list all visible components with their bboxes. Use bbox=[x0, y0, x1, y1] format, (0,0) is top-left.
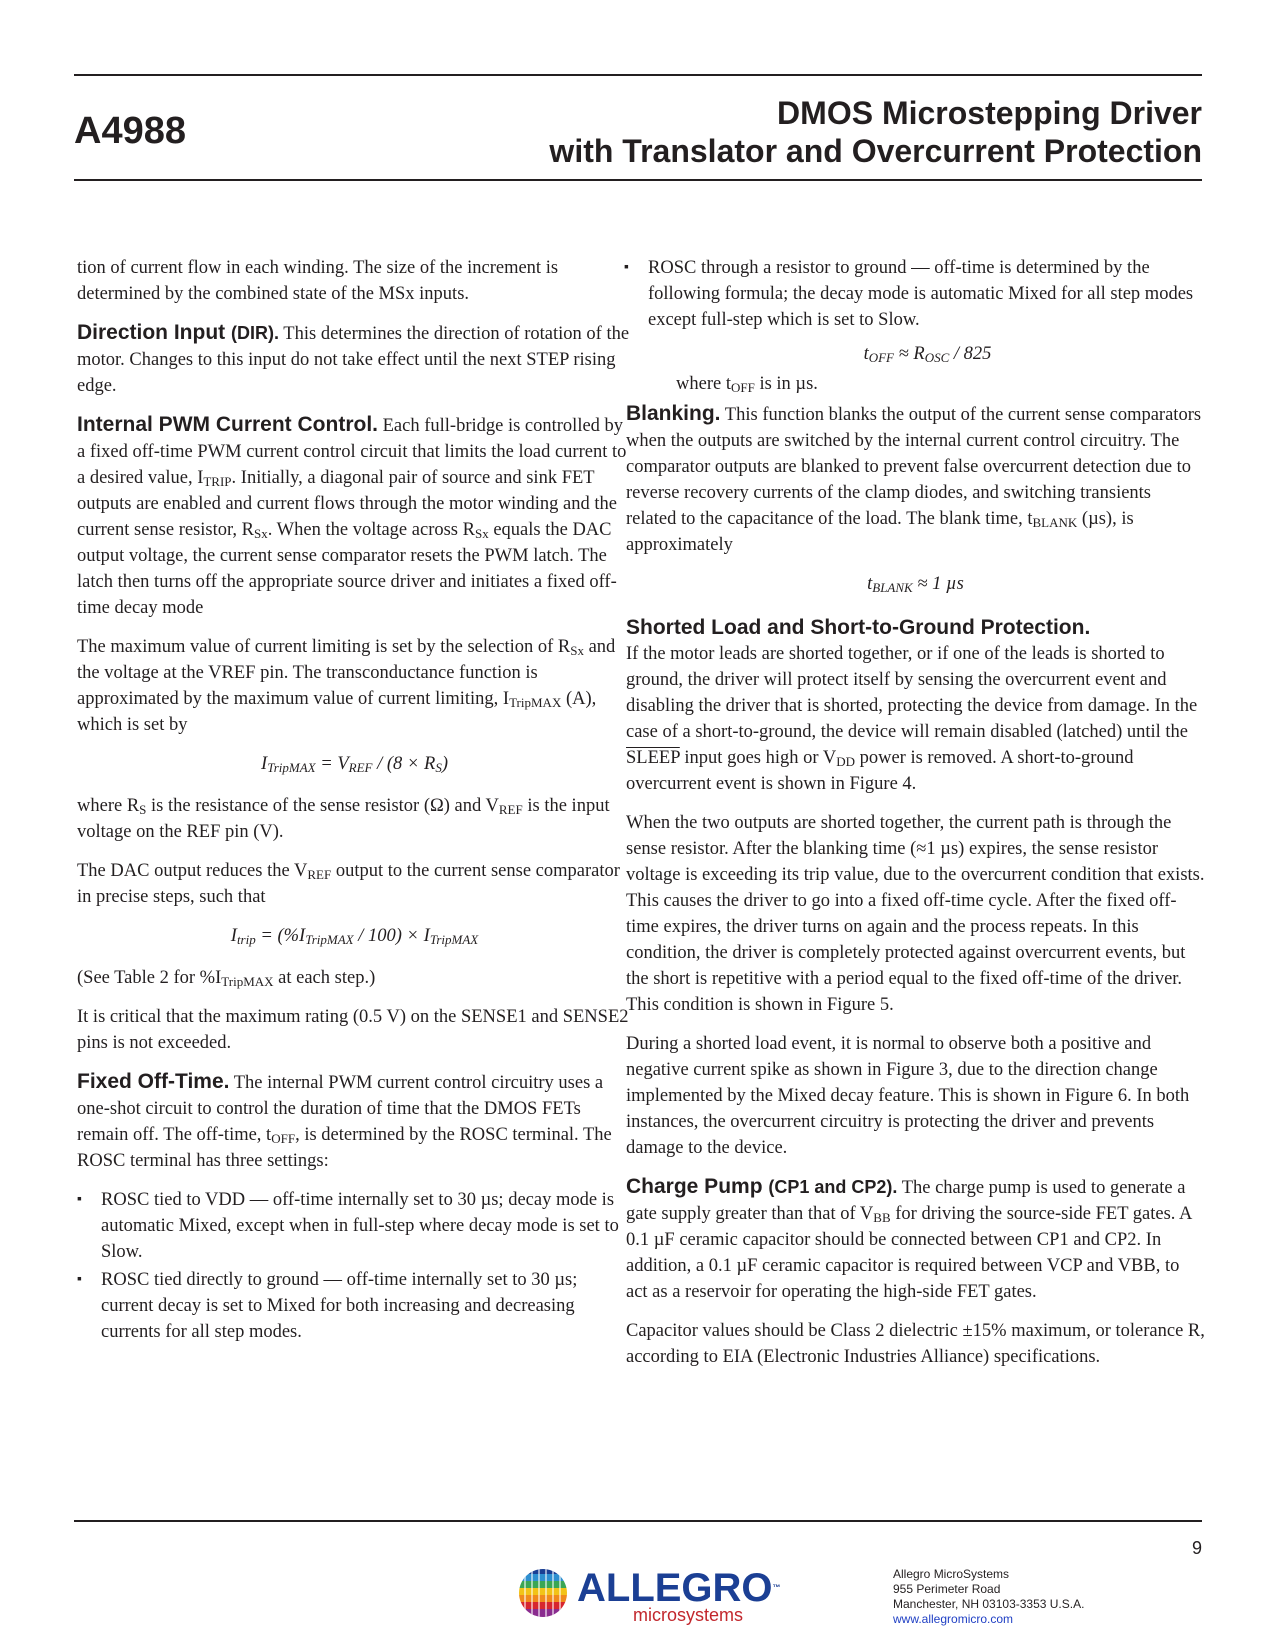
paragraph: The DAC output reduces the $V_{REF}$ output to the current sense comparator in precise steps, such that bbox=[77, 861, 620, 907]
paragraph: where $t_{OFF}$ is in µs. bbox=[676, 374, 818, 395]
rosc-settings-list bbox=[77, 1187, 632, 1345]
website-link[interactable]: www.allegromicro.com bbox=[893, 1612, 1014, 1626]
logo-subtitle: microsystems bbox=[633, 1605, 744, 1625]
title-line-1: DMOS Microstepping Driver bbox=[777, 95, 1202, 131]
header-top-rule bbox=[74, 74, 1202, 76]
left-column bbox=[77, 255, 632, 1353]
allegro-globe-icon bbox=[515, 1565, 571, 1621]
allegro-logo bbox=[515, 1565, 781, 1625]
address-line: 955 Perimeter Road bbox=[893, 1582, 1001, 1596]
section-heading: Direction Input (DIR). bbox=[77, 321, 280, 344]
section-heading: Blanking. bbox=[626, 402, 721, 425]
equation-tblank: $t_{BLANK} \approx 1$ µs bbox=[867, 574, 964, 595]
rosc-settings-list-cont bbox=[624, 255, 1205, 333]
footer-rule bbox=[74, 1520, 1202, 1522]
paragraph: (See Table 2 for $\%I_{TripMAX}$ at each step.) bbox=[77, 968, 376, 989]
list-item: ▪ ROSC tied directly to ground — off-time internally set to 30 µs; current decay is set to Mixed for both increasing and decreasing currents for all step modes. bbox=[77, 1267, 632, 1345]
blanking-section: Blanking. This function blanks the output of the current sense comparators when the outputs are switched by the internal current control circuitry. The comparator outputs are blanked to prevent false overcurrent detection due to reverse recovery currents of the clamp diodes, and switching transients related to the capacitance of the load. The blank time, $t_{BLANK}$ (µs), is approximately bbox=[626, 402, 1202, 555]
logo-wordmark: ALLEGRO™ bbox=[577, 1566, 781, 1610]
paragraph: where $R_S$ is the resistance of the sense resistor (Ω) and $V_{REF}$ is the input voltage on the REF pin (V). bbox=[77, 796, 610, 842]
section-heading: Charge Pump (CP1 and CP2). bbox=[626, 1175, 898, 1198]
part-number: A4988 bbox=[74, 110, 186, 152]
list-item: ▪ ROSC through a resistor to ground — off-time is determined by the following formula; the decay mode is automatic Mixed for all step modes except full-step which is set to Slow. bbox=[624, 255, 1205, 333]
equation-toff: $t_{OFF} \approx R_{OSC} / 825$ bbox=[863, 344, 992, 365]
title-line-2: with Translator and Overcurrent Protection bbox=[549, 133, 1202, 169]
address-line: Manchester, NH 03103-3353 U.S.A. bbox=[893, 1597, 1085, 1611]
equation-itripmax: $I_{TripMAX} = V_{REF} / (8 \times R_S)$ bbox=[261, 754, 448, 775]
company-address bbox=[893, 1567, 1084, 1627]
right-column bbox=[626, 255, 1205, 1383]
section-heading: Internal PWM Current Control. bbox=[77, 413, 378, 436]
fixed-off-time-section: Fixed Off-Time. The internal PWM current control circuitry uses a one-shot circuit to control the duration of time that the DMOS FETs remain off. The off-time, $t_{OFF}$, is determined by the ROSC terminal. The ROSC terminal has three settings: bbox=[77, 1070, 612, 1171]
pwm-control-section: Internal PWM Current Control. Each full-bridge is controlled by a fixed off-time PWM current control circuit that limits the load current to a desired value, $I_{TRIP}$. Initially, a diagonal pair of source and sink FET outputs are enabled and current flows through the motor winding and the current sense resistor, $R_{Sx}$. When the voltage across $R_{Sx}$ equals the DAC output voltage, the current sense comparator resets the PWM latch. The latch then turns off the appropriate source driver and initiates a fixed off-time decay mode bbox=[77, 413, 627, 618]
page-number: 9 bbox=[1191, 1538, 1202, 1558]
sleep-signal: SLEEP bbox=[626, 748, 680, 768]
paragraph: During a shorted load event, it is normal to observe both a positive and negative current spike as shown in Figure 3, due to the direction change implemented by the Mixed decay feature. This is shown in Figure 6. In both instances, the overcurrent circuitry is protecting the driver and prevents damage to the device. bbox=[626, 1034, 1190, 1158]
paragraph: tion of current flow in each winding. The size of the increment is determined by the combined state of the MSx inputs. bbox=[77, 258, 559, 304]
address-line: Allegro MicroSystems bbox=[893, 1567, 1010, 1581]
paragraph: It is critical that the maximum rating (0.5 V) on the SENSE1 and SENSE2 pins is not exceeded. bbox=[77, 1007, 629, 1053]
header-bottom-rule bbox=[74, 179, 1202, 181]
document-title bbox=[549, 94, 1202, 170]
section-heading: Fixed Off-Time. bbox=[77, 1070, 230, 1093]
section-heading-shorted-load: Shorted Load and Short-to-Ground Protection. bbox=[626, 616, 1091, 639]
paragraph: Capacitor values should be Class 2 dielectric ±15% maximum, or tolerance R, according to EIA (Electronic Industries Alliance) specifications. bbox=[626, 1321, 1205, 1367]
direction-input-section: Direction Input (DIR). This determines the direction of rotation of the motor. Changes to this input do not take effect until the next STEP rising edge. bbox=[77, 321, 630, 396]
paragraph: The maximum value of current limiting is set by the selection of $R_{Sx}$ and the voltage at the VREF pin. The transconductance function is approximated by the maximum value of current limiting, $I_{TripMAX}$ (A), which is set by bbox=[77, 637, 616, 735]
equation-itrip: $I_{trip} = (\%I_{TripMAX} / 100) \times I_{TripMAX}$ bbox=[230, 926, 479, 947]
paragraph: When the two outputs are shorted together, the current path is through the sense resistor. After the blanking time (≈1 µs) expires, the sense resistor voltage is exceeding its trip value, due to the overcurrent condition that exists. This causes the driver to go into a fixed off-time cycle. After the fixed off-time expires, the driver turns on again and the process repeats. In this condition, the driver is completely protected against overcurrent events, but the short is repetitive with a period equal to the fixed off-time of the driver. This condition is shown in Figure 5. bbox=[626, 813, 1205, 1015]
paragraph: If the motor leads are shorted together, or if one of the leads is shorted to ground, the driver will protect itself by sensing the overcurrent event and disabling the driver that is shorted, protecting the device from damage. In the case of a short-to-ground, the device will remain disabled (latched) until the SLEEP input goes high or $V_{DD}$ power is removed. A short-to-ground overcurrent event is shown in Figure 4. bbox=[626, 644, 1198, 794]
list-item: ▪ ROSC tied to VDD — off-time internally set to 30 µs; decay mode is automatic Mixed, except when in full-step where decay mode is set to Slow. bbox=[77, 1187, 632, 1265]
charge-pump-section: Charge Pump (CP1 and CP2). The charge pump is used to generate a gate supply greater than that of $V_{BB}$ for driving the source-side FET gates. A 0.1 µF ceramic capacitor should be connected between CP1 and CP2. In addition, a 0.1 µF ceramic capacitor is required between VCP and VBB, to act as a reservoir for operating the high-side FET gates. bbox=[626, 1175, 1192, 1302]
